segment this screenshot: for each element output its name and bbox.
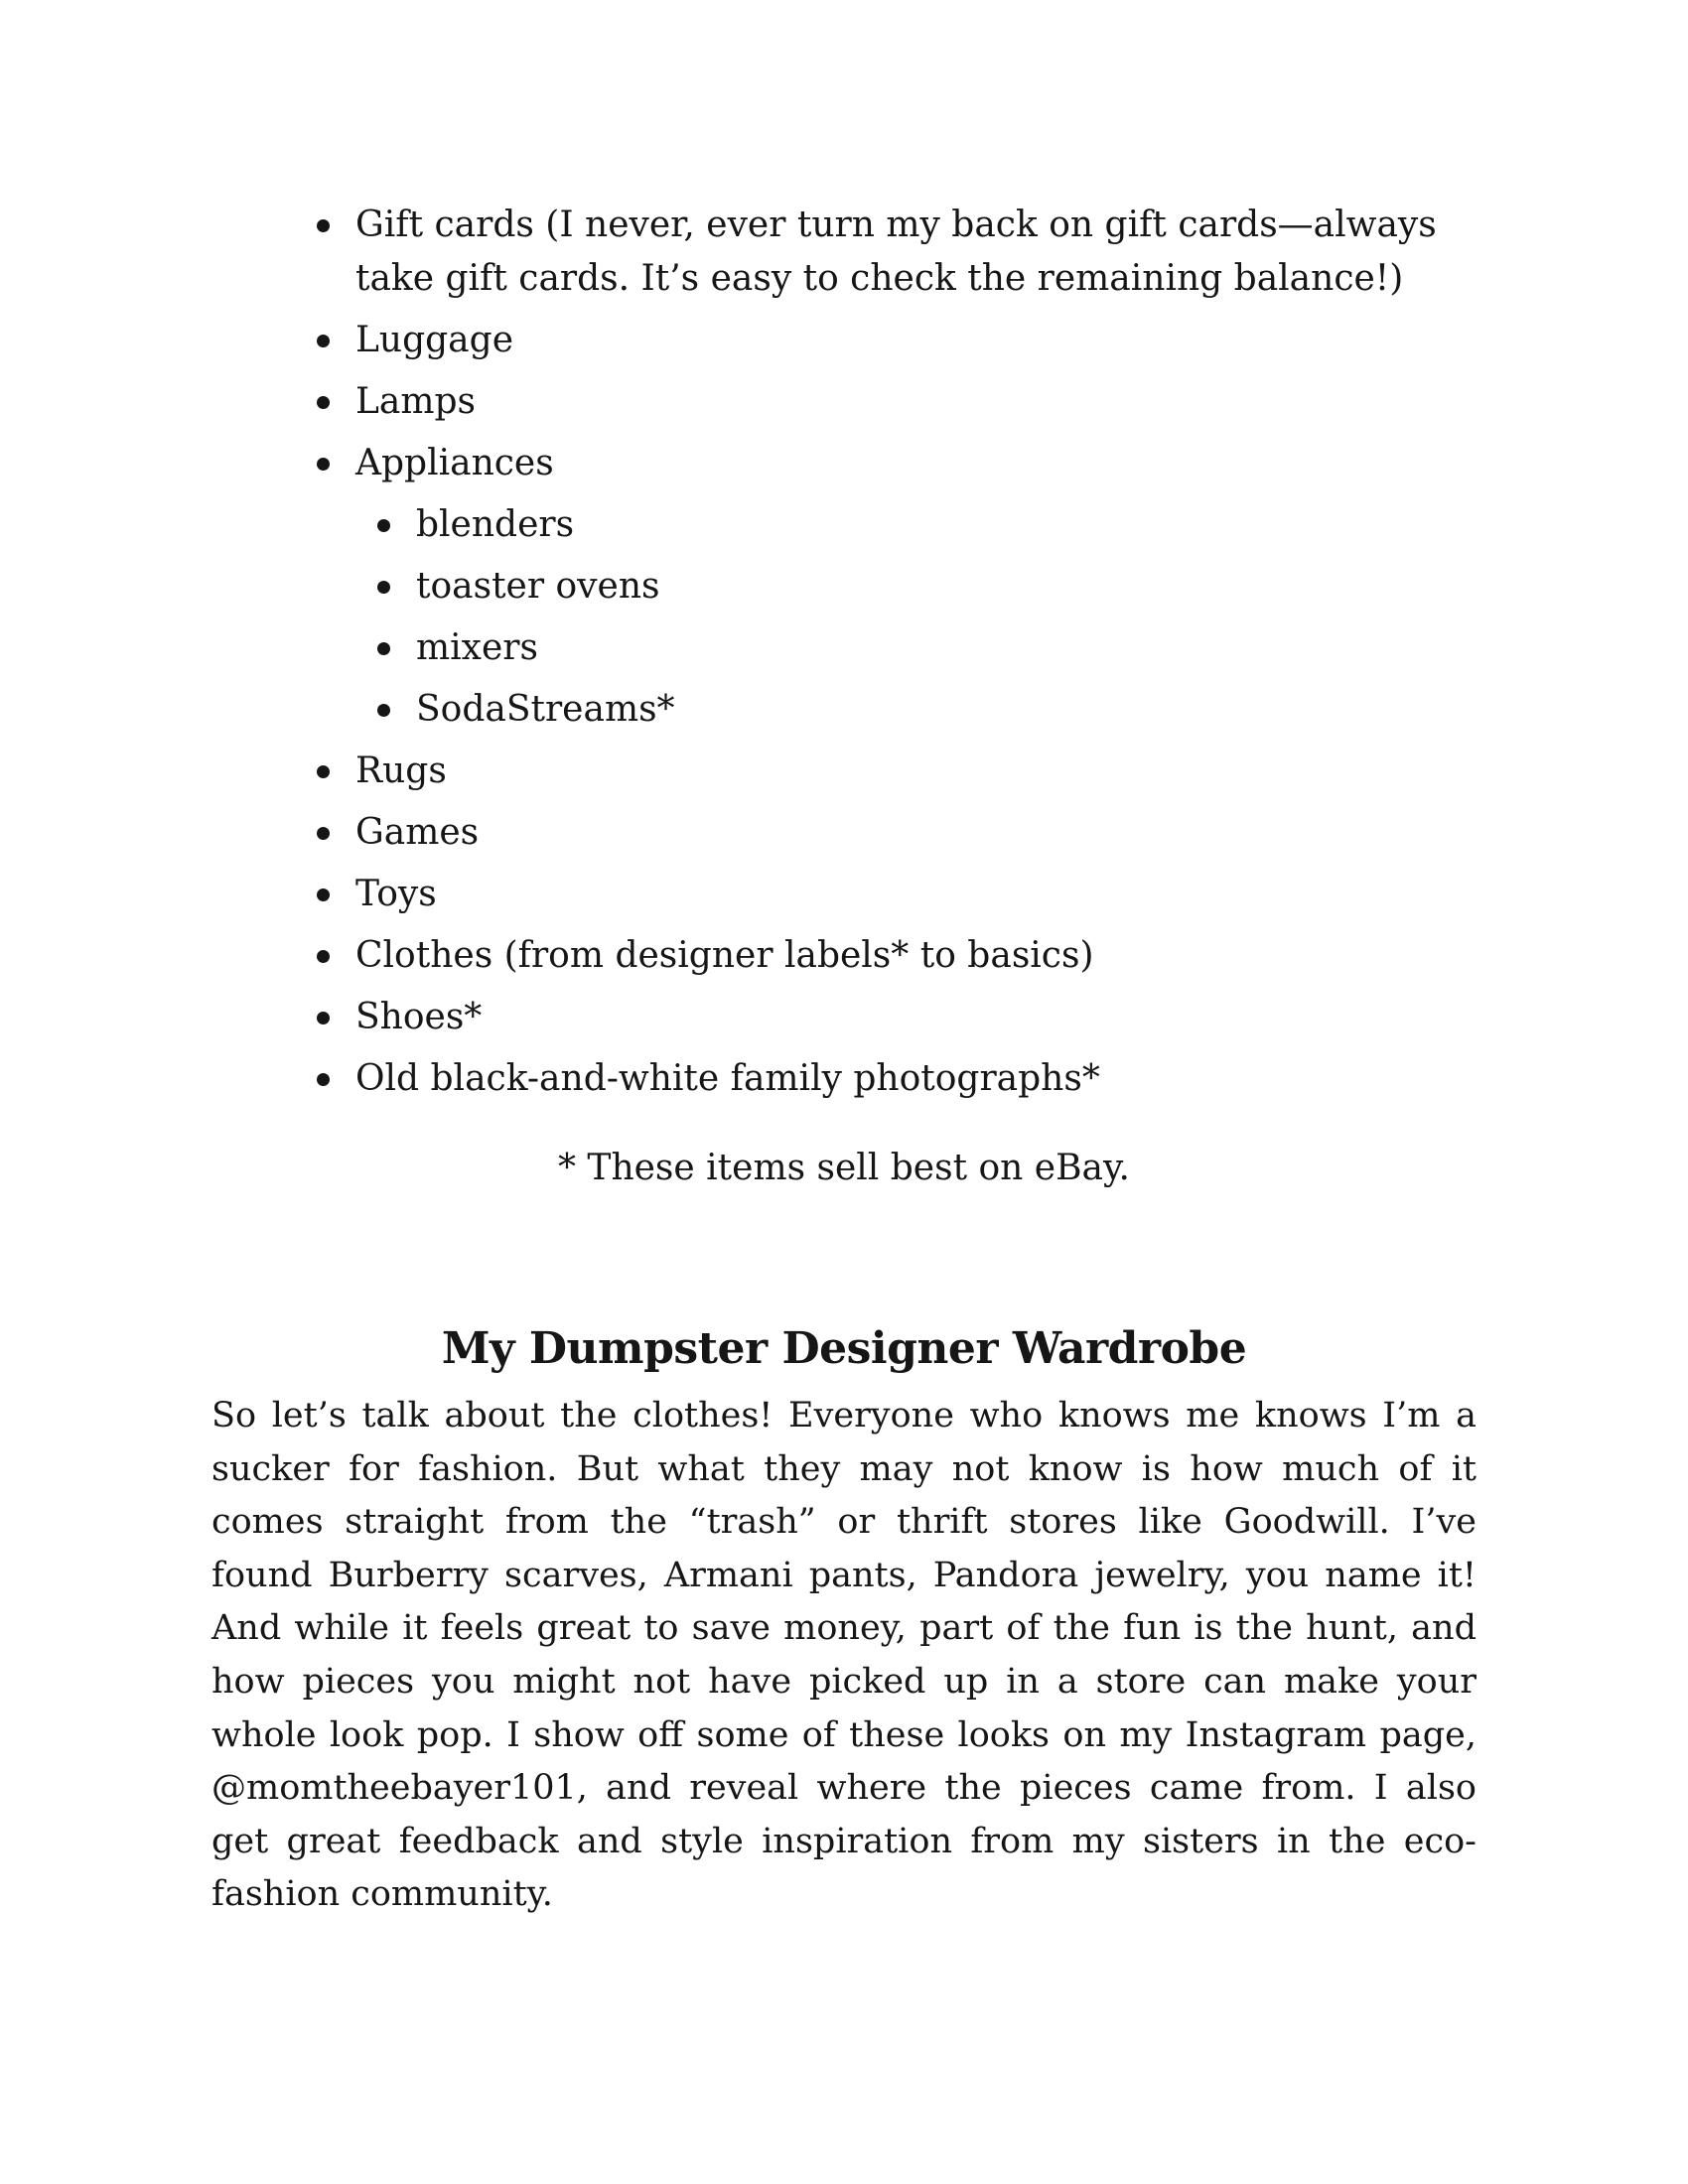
footnote: * These items sell best on eBay. (557, 1148, 1131, 1188)
bullet-icon (317, 1073, 330, 1086)
list-item (308, 929, 1450, 983)
list-item (308, 199, 1450, 306)
list-item (308, 991, 1450, 1044)
bullet-icon (317, 950, 330, 963)
sub-list-item-label: blenders (416, 504, 575, 545)
sub-list-item (368, 683, 1450, 737)
list-item-label: Luggage (355, 320, 513, 360)
list-item (308, 745, 1450, 798)
list-item (308, 1052, 1450, 1106)
body-paragraph: So let’s talk about the clothes! Everyone who knows me knows I’m a sucker for fashion. But what they may not know is how much of it comes straight from the “trash” or thrift stores like Goodwill. I’ve found Burberry scarves, Armani pants, Pandora jewelry, you name it! And while it feels great to save money, part of the fun is the hunt, and how pieces you might not have picked up in a store can make your whole look pop. I show off some of these looks on my Instagram page, @momtheebayer101, and reveal where the pieces came from. I also get great feedback and style inspiration from my sisters in the eco-fashion community. (211, 1396, 1477, 1915)
list-item (308, 806, 1450, 860)
bullet-icon (317, 396, 330, 409)
items-list (308, 199, 1450, 1114)
list-item (308, 868, 1450, 921)
list-item (308, 314, 1450, 367)
list-item-label: Clothes (from designer labels* to basics) (355, 935, 1094, 976)
bullet-icon (317, 458, 330, 471)
bullet-icon (377, 704, 390, 717)
bullet-icon (377, 642, 390, 655)
list-item (308, 375, 1450, 429)
bullet-icon (377, 581, 390, 594)
bullet-icon (377, 519, 390, 532)
bullet-icon (317, 335, 330, 347)
bullet-icon (317, 765, 330, 778)
list-item (308, 437, 1450, 490)
sub-list-item (368, 621, 1450, 675)
list-item-label: Toys (355, 874, 437, 914)
sub-list-item (368, 560, 1450, 614)
sub-list-item-label: toaster ovens (416, 566, 660, 607)
bullet-icon (317, 1012, 330, 1024)
bullet-icon (317, 219, 330, 232)
sub-list-item-label: mixers (416, 627, 538, 668)
bullet-icon (317, 888, 330, 901)
list-item-label: Appliances (355, 443, 554, 483)
list-item-label: Old black-and-white family photographs* (355, 1058, 1100, 1099)
list-item-label: Lamps (355, 381, 477, 422)
list-item-label: Games (355, 812, 480, 853)
bullet-icon (317, 827, 330, 840)
section-heading: My Dumpster Designer Wardrobe (441, 1322, 1247, 1374)
list-item-label: Shoes* (355, 997, 483, 1037)
list-item-label: Rugs (355, 751, 447, 791)
sub-list-item-label: SodaStreams* (416, 689, 675, 730)
list-item-label: Gift cards (I never, ever turn my back on gift cards—always take gift cards. It’s easy to check the remaining balance!) (355, 205, 1437, 299)
sub-list-item (368, 498, 1450, 552)
